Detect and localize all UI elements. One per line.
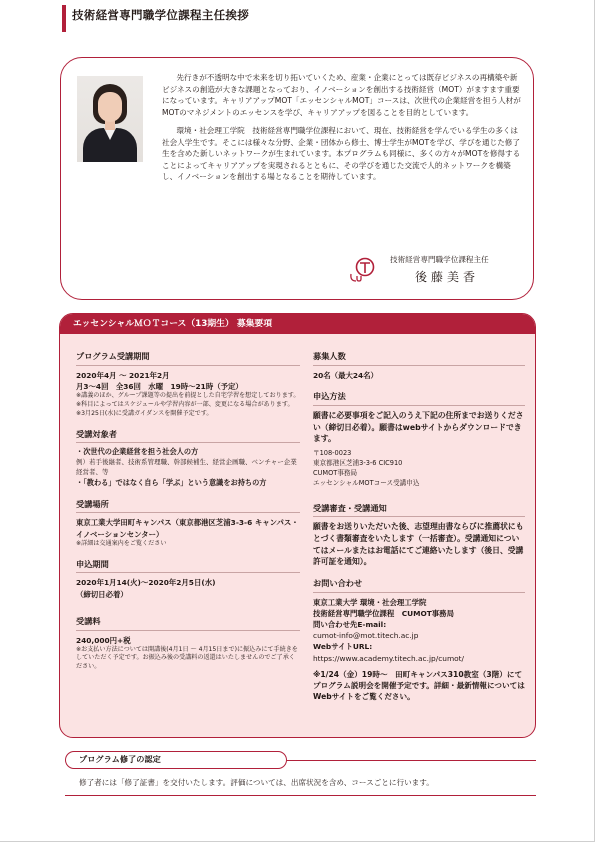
contact-url[interactable]: https://www.academy.titech.ac.jp/cumot/ [313, 653, 465, 663]
recruitment-heading: エッセンシャルＭＯＴコース（13期生） 募集要項 [60, 314, 535, 334]
period-note: ※科目によってはスケジュールや学習内容が一部、変更になる場合があります。 [76, 400, 294, 408]
period-line: 月3～4回 全36回 水曜 19時～21時（予定） [76, 382, 243, 391]
section-title: 申込方法 [313, 391, 525, 406]
contact-email[interactable]: cumot-info@mot.titech.ac.jp [313, 631, 419, 641]
application-period-line: （締切日必着） [76, 589, 128, 599]
contact-line: 東京工業大学 環境・社会理工学院 [313, 598, 427, 608]
target-line: ・次世代の企業経営を担う社会人の方 [76, 447, 199, 457]
address-line: 東京都港区芝浦3-3-6 CIC910 [313, 458, 403, 467]
section-title: 受講場所 [76, 499, 300, 514]
section-title: 受講料 [76, 616, 300, 631]
section-title: 受講審査・受講通知 [313, 503, 525, 518]
section-venue [76, 499, 300, 549]
section-capacity [313, 351, 525, 381]
fee-note: ※お支払い方法については開講後(4月1日 ～ 4月15日まで)に振込みにて手続きをしていただく予定です。お振込み後の受講料の返還はいたしませんのでご了承ください。 [76, 645, 298, 671]
completion-text: 修了者には「修了証書」を交付いたします。評価については、出席状況を含め、コースごとに行います。 [79, 778, 434, 787]
greeting-paragraph: 先行きが不透明な中で未来を切り拓いていくため、産業・企業にとっては既存ビジネスの再構築や新ビジネスの創造が大きな課題となっており、イノベーションを創出する技術経営（MOT）がますます重要になっています。キャリアアップMOT「エッセンシャルMOT」コースは、次世代の企業経営を担う人材がMOTのマネジメントのエッセンスを学び、キャリアアップを図ることを目的としています。 [162, 73, 521, 117]
period-note: ※講義のほか、グループ課題等の提出を前提とした自宅学習を想定しております。 [76, 392, 300, 400]
venue-note: ※詳細は交通案内をご覧ください [76, 539, 167, 547]
section-title: 申込期間 [76, 559, 300, 574]
section-screening [313, 503, 525, 569]
recruitment-right-column [313, 351, 525, 713]
period-note: ※3月25日(水)に受講ガイダンスを開催予定です。 [76, 409, 213, 417]
screening-line: 願書をお送りいただいた後、志望理由書ならびに推薦状にもとづく書類審査をいたします（一括審査）。受講通知についてはメールまたはお電話にてご連絡いたします（後日、受講許可証を通知）。 [313, 522, 524, 567]
completion-divider [287, 760, 536, 761]
director-photo [77, 76, 143, 162]
signature-role: 技術経営専門職学位課程主任 [390, 255, 489, 264]
title-accent-bar [62, 5, 66, 32]
period-line: 2020年4月 ～ 2021年2月 [76, 370, 170, 380]
fee-line: 240,000円+税 [76, 635, 131, 645]
application-period-line: 2020年1月14(火)～2020年2月5日(水) [76, 578, 216, 588]
address-line: エッセンシャルMOTコース受講申込 [313, 478, 420, 487]
signature-name: 後藤美香 [415, 270, 480, 284]
venue-line: 東京工業大学田町キャンパス（東京都港区芝浦3-3-6 キャンパス・イノベーションセンター） [76, 518, 299, 539]
section-title: プログラム受講期間 [76, 351, 300, 366]
recruitment-left-column [76, 351, 300, 682]
contact-extra: ※1/24（金）19時～ 田町キャンパス310教室（3階）にてプログラム説明会を開催予定です。詳細・最新情報についてはWebサイトをご覧ください。 [313, 669, 525, 702]
greeting-text [162, 72, 524, 190]
section-period [76, 351, 300, 419]
contact-line: 問い合わせ先E-mail: [313, 620, 387, 630]
section-method [313, 391, 525, 489]
section-contact [313, 578, 525, 703]
completion-title: プログラム修了の認定 [65, 751, 287, 769]
section-application-period [76, 559, 300, 600]
section-title: 受講対象者 [76, 429, 300, 444]
contact-line: 技術経営専門職学位課程 CUMOT事務局 [313, 609, 454, 619]
cumot-logo-icon [347, 254, 377, 284]
page-title: 技術経営専門職学位課程主任挨拶 [72, 8, 249, 22]
target-line: 例）若手後継者、技術系管理職、幹部候補生、経営企画職、ベンチャー企業経営者、等 [76, 458, 297, 477]
greeting-paragraph: 環境・社会理工学院 技術経営専門職学位課程において、現在、技術経営を学んでいる学生の多くは社会人学生です。そこには様々な分野、企業・団体から修士、博士学生がMOTを学び、学びを通じた修了生を含めた新しいネットワークが生まれています。本プログラムも同様に、多くの方々がMOTを修得することによってキャリアアップを実現されるとともに、その学びを通じた交流で人的ネットワークを構築し、イノベーションを創出する場となることを期待しています。 [162, 126, 521, 182]
method-line: 願書に必要事項をご記入のうえ下記の住所までお送りください（締切日必着）。願書はwebサイトからダウンロードできます。 [313, 410, 524, 444]
section-fee [76, 616, 300, 672]
address-line: CUMOT事務局 [313, 468, 358, 477]
section-target [76, 429, 300, 489]
section-title: 募集人数 [313, 351, 525, 366]
completion-bottom-rule [65, 795, 536, 796]
capacity-line: 20名（最大24名） [313, 370, 378, 380]
section-title: お問い合わせ [313, 578, 525, 593]
greeting-box [60, 57, 534, 300]
address-line: 〒108-0023 [313, 448, 352, 457]
contact-line: WebサイトURL: [313, 642, 373, 652]
target-line: ・「教わる」ではなく自ら「学ぶ」という意識をお持ちの方 [76, 477, 267, 487]
recruitment-box [59, 313, 536, 738]
